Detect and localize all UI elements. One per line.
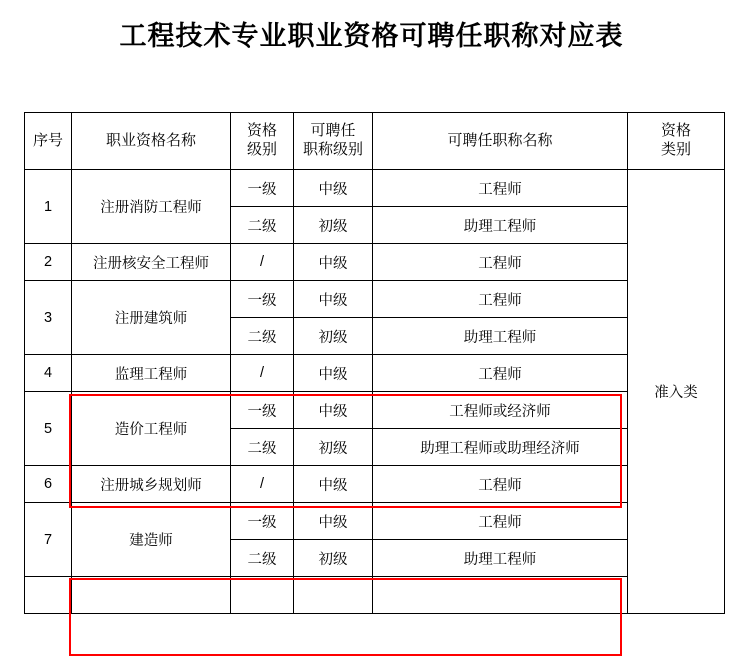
cell-title-level: 中级 (294, 503, 373, 540)
cell-title-level: 中级 (294, 281, 373, 318)
cell-title-name: 工程师 (373, 355, 628, 392)
cell-qualification-name (72, 577, 231, 614)
cell-title-level: 初级 (294, 207, 373, 244)
header-qualification-type-line1: 资格 (660, 122, 691, 140)
cell-qualification-level: 一级 (231, 503, 294, 540)
cell-title-level: 中级 (294, 170, 373, 207)
cell-title-level: 初级 (294, 429, 373, 466)
cell-qualification-level: 二级 (231, 429, 294, 466)
header-no: 序号 (25, 113, 72, 170)
cell-title-name: 工程师 (373, 503, 628, 540)
cell-title-name: 助理工程师 (373, 540, 628, 577)
cell-title-name: 工程师或经济师 (373, 392, 628, 429)
cell-qualification-name: 建造师 (72, 503, 231, 577)
cell-title-name: 工程师 (373, 281, 628, 318)
cell-qualification-level (231, 577, 294, 614)
cell-no: 5 (25, 392, 72, 466)
cell-no: 3 (25, 281, 72, 355)
cell-no: 2 (25, 244, 72, 281)
cell-qualification-name: 注册消防工程师 (72, 170, 231, 244)
cell-title-name: 助理工程师 (373, 207, 628, 244)
cell-title-name: 助理工程师 (373, 318, 628, 355)
cell-title-level: 初级 (294, 540, 373, 577)
cell-qualification-level: 一级 (231, 392, 294, 429)
cell-qualification-name: 注册建筑师 (72, 281, 231, 355)
table-row (25, 577, 725, 614)
cell-title-level: 中级 (294, 244, 373, 281)
table-header (25, 113, 725, 170)
cell-qualification-name: 造价工程师 (72, 392, 231, 466)
cell-no: 7 (25, 503, 72, 577)
header-qualification-level-line1: 资格 (246, 122, 277, 140)
table-row (25, 503, 725, 540)
cell-qualification-level: / (231, 466, 294, 503)
table-body (25, 170, 725, 614)
table-row (25, 170, 725, 207)
page-title: 工程技术专业职业资格可聘任职称对应表 (119, 21, 624, 51)
table-row (25, 466, 725, 503)
header-qualification-type (628, 113, 725, 170)
table-header-row (25, 113, 725, 170)
cell-qualification-level: 二级 (231, 540, 294, 577)
cell-title-name: 工程师 (373, 466, 628, 503)
cell-no: 4 (25, 355, 72, 392)
cell-title-name: 助理工程师或助理经济师 (373, 429, 628, 466)
cell-qualification-level: 二级 (231, 318, 294, 355)
qualification-table-container (24, 112, 718, 614)
cell-qualification-name: 注册城乡规划师 (72, 466, 231, 503)
header-title-name: 可聘任职称名称 (373, 113, 628, 170)
table-row (25, 392, 725, 429)
cell-qualification-level: / (231, 244, 294, 281)
header-qualification-type-line2: 类别 (660, 141, 691, 158)
cell-qualification-level: 一级 (231, 170, 294, 207)
cell-qualification-name: 注册核安全工程师 (72, 244, 231, 281)
table-row (25, 281, 725, 318)
cell-no: 1 (25, 170, 72, 244)
header-qualification-level (231, 113, 294, 170)
cell-title-level: 中级 (294, 392, 373, 429)
cell-no (25, 577, 72, 614)
header-title-level-line1: 可聘任 (310, 122, 356, 140)
header-title-level (294, 113, 373, 170)
cell-no: 6 (25, 466, 72, 503)
header-title-level-line2: 职称级别 (302, 141, 363, 158)
cell-title-level: 初级 (294, 318, 373, 355)
header-qualification-level-line2: 级别 (246, 141, 277, 158)
cell-qualification-type: 准入类 (628, 170, 725, 614)
cell-qualification-name: 监理工程师 (72, 355, 231, 392)
cell-title-name: 工程师 (373, 244, 628, 281)
qualification-title-correspondence-table (24, 112, 725, 614)
cell-title-name (373, 577, 628, 614)
table-row (25, 355, 725, 392)
cell-title-name: 工程师 (373, 170, 628, 207)
cell-qualification-level: / (231, 355, 294, 392)
cell-title-level: 中级 (294, 466, 373, 503)
cell-qualification-level: 二级 (231, 207, 294, 244)
cell-title-level (294, 577, 373, 614)
cell-qualification-level: 一级 (231, 281, 294, 318)
cell-title-level: 中级 (294, 355, 373, 392)
header-qualification-name: 职业资格名称 (72, 113, 231, 170)
table-row (25, 244, 725, 281)
